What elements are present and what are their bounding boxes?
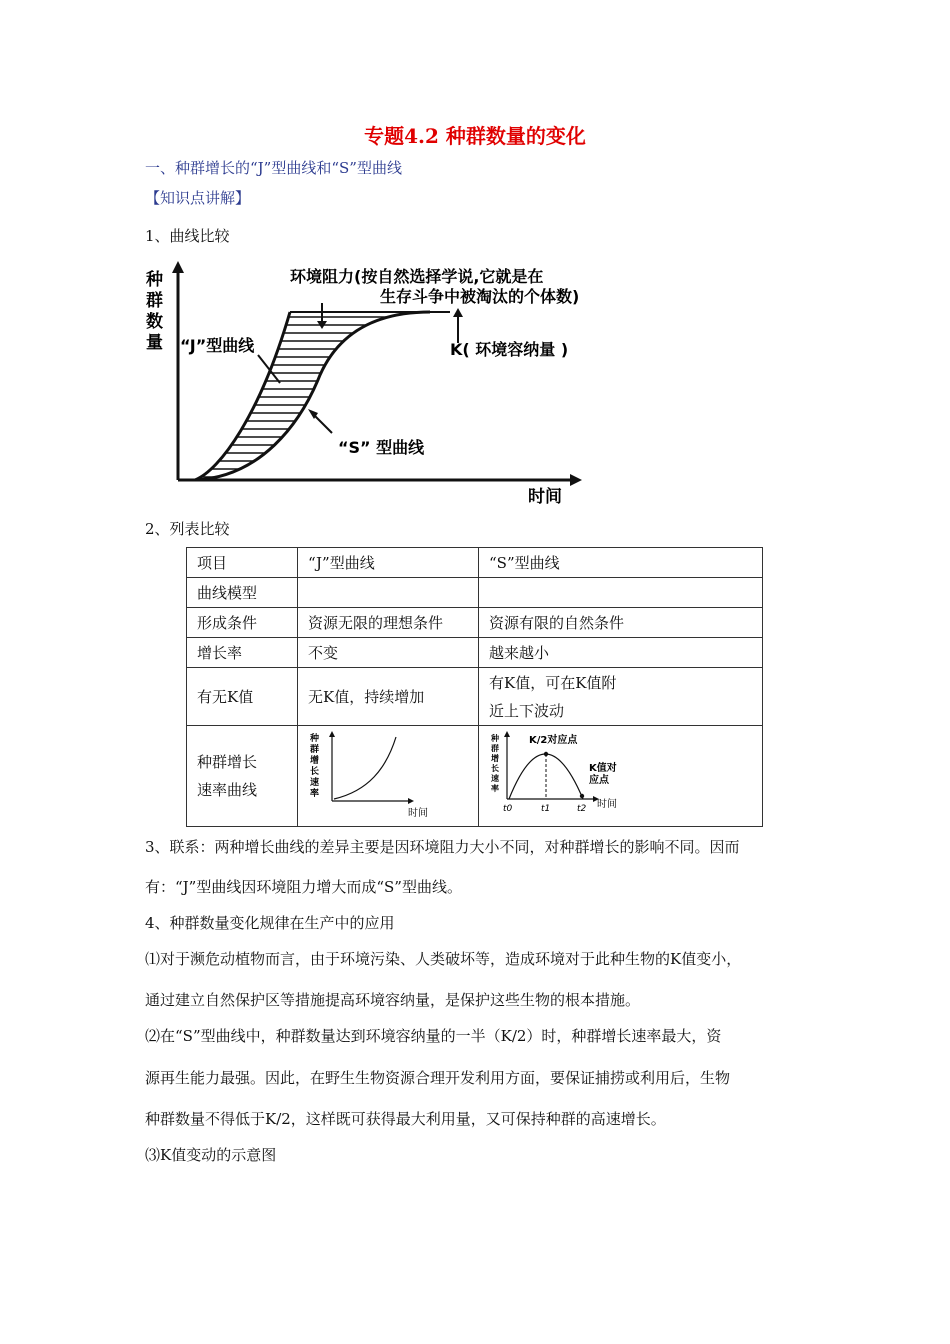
para-2-line-3: 种群数量不得低于K/2，这样既可获得最大利用量，又可保持种群的高速增长。 bbox=[145, 1110, 666, 1128]
mini-y-label: 长 bbox=[310, 767, 320, 777]
mini-y-label: 率 bbox=[310, 789, 320, 799]
item-3-line-2: 有：“J”型曲线因环境阻力增大而成“S”型曲线。 bbox=[145, 878, 462, 896]
k-label: K( 环境容纳量 ) bbox=[450, 340, 569, 359]
y-label-3: 数 bbox=[146, 312, 163, 332]
table-cell: 不变 bbox=[298, 638, 479, 668]
tick-label: t2 bbox=[577, 804, 587, 814]
cell-line: 有K值，可在K值附 bbox=[489, 673, 617, 692]
comparison-table bbox=[186, 547, 763, 827]
knowledge-tag: 【知识点讲解】 bbox=[145, 189, 251, 207]
mini-y-label: 长 bbox=[491, 764, 499, 773]
peak-label: K/2对应点 bbox=[529, 735, 578, 746]
table-cell: 无K值，持续增加 bbox=[298, 668, 479, 726]
para-2-line-1: ⑵在“S”型曲线中，种群数量达到环境容纳量的一半（K/2）时，种群增长速率最大，资 bbox=[145, 1027, 722, 1045]
item-1-heading: 1、曲线比较 bbox=[145, 227, 230, 245]
para-3: ⑶K值变动的示意图 bbox=[145, 1146, 277, 1164]
tick-label: t1 bbox=[541, 804, 551, 814]
table-cell: 越来越小 bbox=[479, 638, 763, 668]
j-rate-mini-chart bbox=[308, 729, 458, 819]
table-row bbox=[187, 608, 763, 638]
item-3-line-1: 3、联系：两种增长曲线的差异主要是因环境阻力大小不同，对种群增长的影响不同。因而 bbox=[145, 838, 740, 856]
table-header-cell: “J”型曲线 bbox=[298, 548, 479, 578]
table-cell bbox=[298, 578, 479, 608]
table-cell: 资源有限的自然条件 bbox=[479, 608, 763, 638]
para-1-line-2: 通过建立自然保护区等措施提高环境容纳量，是保护这些生物的根本措施。 bbox=[145, 991, 641, 1009]
item-4-heading: 4、种群数量变化规律在生产中的应用 bbox=[145, 914, 395, 932]
table-cell bbox=[479, 726, 763, 827]
table-header-cell: 项目 bbox=[187, 548, 298, 578]
table-cell bbox=[479, 668, 763, 726]
table-cell: 有无K值 bbox=[187, 668, 298, 726]
section-heading: 一、种群增长的“J”型曲线和“S”型曲线 bbox=[145, 159, 402, 177]
table-header-row bbox=[187, 548, 763, 578]
mini-y-label: 种 bbox=[491, 734, 499, 743]
table-row bbox=[187, 638, 763, 668]
cell-line: 种群增长 bbox=[197, 753, 258, 771]
j-rate-curve bbox=[334, 737, 396, 799]
k-point-label: K值对 bbox=[589, 763, 617, 774]
tick-label: t0 bbox=[503, 804, 513, 814]
cell-line: 速率曲线 bbox=[197, 781, 258, 799]
table-cell: 形成条件 bbox=[187, 608, 298, 638]
mini-y-label: 种 bbox=[310, 734, 320, 744]
table-cell: 增长率 bbox=[187, 638, 298, 668]
mini-y-label: 增 bbox=[310, 756, 320, 766]
mini-y-label: 群 bbox=[310, 745, 320, 755]
item-2-heading: 2、列表比较 bbox=[145, 520, 230, 538]
y-label-1: 种 bbox=[146, 270, 163, 290]
para-2-line-2: 源再生能力最强。因此，在野生生物资源合理开发利用方面，要保证捕捞或利用后，生物 bbox=[145, 1069, 731, 1087]
resistance-label-2: 生存斗争中被淘汰的个体数) bbox=[380, 287, 580, 306]
s-curve-label: “S” 型曲线 bbox=[338, 438, 425, 457]
mini-y-label: 率 bbox=[491, 784, 499, 793]
y-label-2: 群 bbox=[146, 291, 163, 311]
mini-x-label: 时间 bbox=[408, 808, 428, 819]
s-rate-mini-chart bbox=[489, 729, 659, 819]
page-title: 专题4.2 种群数量的变化 bbox=[364, 124, 586, 148]
table-cell: 资源无限的理想条件 bbox=[298, 608, 479, 638]
k-point-label: 应点 bbox=[589, 775, 609, 786]
mini-y-label: 速 bbox=[491, 774, 499, 783]
x-label: 时间 bbox=[528, 487, 562, 507]
mini-x-label: 时间 bbox=[597, 799, 617, 810]
table-row bbox=[187, 726, 763, 827]
j-curve-label: “J”型曲线 bbox=[180, 336, 255, 355]
table-row bbox=[187, 668, 763, 726]
table-cell bbox=[187, 726, 298, 827]
table-header-cell: “S”型曲线 bbox=[479, 548, 763, 578]
table-row bbox=[187, 578, 763, 608]
mini-y-label: 速 bbox=[310, 778, 320, 788]
resistance-label-1: 环境阻力(按自然选择学说,它就是在 bbox=[290, 267, 544, 286]
table-cell bbox=[298, 726, 479, 827]
table-cell bbox=[479, 578, 763, 608]
para-1-line-1: ⑴对于濒危动植物而言，由于环境污染、人类破坏等，造成环境对于此种生物的K值变小， bbox=[145, 950, 742, 968]
cell-line: 近上下波动 bbox=[489, 701, 565, 720]
mini-y-label: 群 bbox=[491, 744, 499, 753]
curve-comparison-figure bbox=[140, 255, 590, 510]
table-cell: 曲线模型 bbox=[187, 578, 298, 608]
y-label-4: 量 bbox=[146, 333, 163, 353]
mini-y-label: 增 bbox=[491, 754, 499, 763]
